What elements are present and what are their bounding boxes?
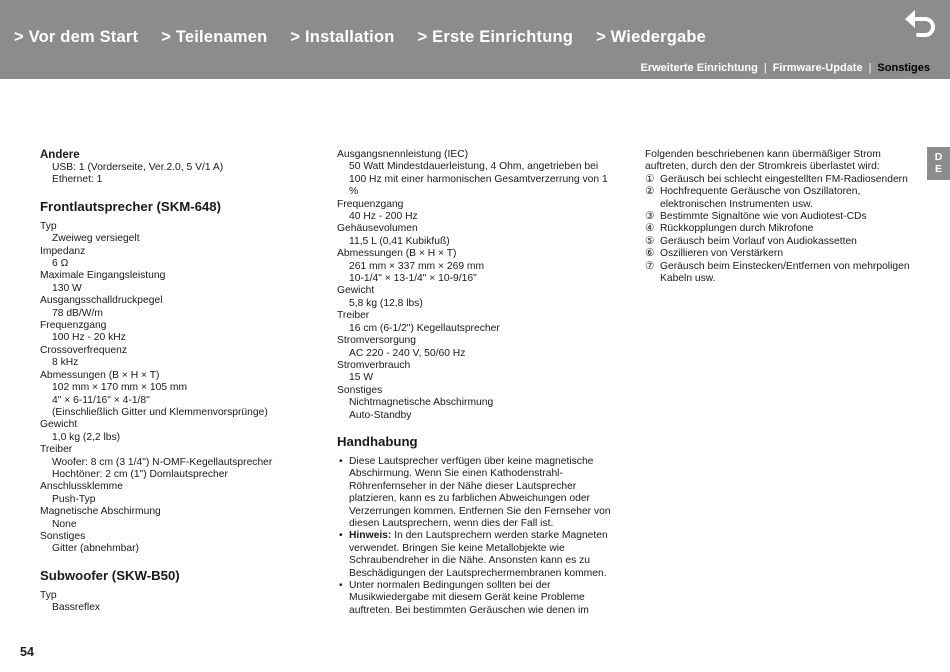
spec-value: 50 Watt Mindestdauerleistung, 4 Ohm, angetrieben bei 100 Hz mit einer harmonischen Gesamtverzerrung von 1 % [349,161,608,198]
main-nav [14,28,729,47]
spec-value: 130 W [52,282,82,294]
spec-label: Typ [40,589,57,601]
item-text: Oszillieren von Verstärkern [660,248,784,260]
spec-value: 16 cm (6-1/2") Kegellautsprecher [349,322,500,334]
item-text: Geräusch beim Einstecken/Entfernen von mehrpoligen Kabeln usw. [660,260,910,285]
spec-label: Maximale Eingangsleistung [40,270,166,282]
item-number: ① [645,173,655,185]
spec-value: 15 W [349,372,374,384]
spec-label: Abmessungen (B × H × T) [337,248,457,260]
subnav-separator: | [763,62,767,74]
subnav-erweiterte-einrichtung[interactable]: Erweiterte Einrichtung [640,62,758,74]
subnav-sonstiges[interactable]: Sonstiges [877,62,930,74]
spec-value: 11,5 L (0,41 Kubikfuß) [349,235,450,247]
subnav-separator: | [868,62,872,74]
column-middle [337,149,615,617]
noise-list-item [645,236,915,248]
spec-label: Stromversorgung [337,335,416,347]
spec-value: 4" × 6-11/16" × 4-1/8" [52,394,150,406]
page-number: 54 [20,645,34,659]
hinweis-text: In den Lautsprechern werden starke Magneten verwendet. Bringen Sie keine Metallobjekte wie Schraubendreher in die Nähe. Ansonsten kann es zu Beschädigungen der Lautsprechermembranen kommen. [349,530,608,579]
spec-label: Stromverbrauch [337,359,411,371]
noise-list-item [645,223,915,235]
spec-value: AC 220 - 240 V, 50/60 Hz [349,347,466,359]
spec-value: Gitter (abnehmbar) [52,543,139,555]
item-text: Hochfrequente Geräusche von Oszillatoren, elektronischen Instrumenten usw. [660,186,861,210]
subnav-firmware-update[interactable]: Firmware-Update [772,62,863,74]
spec-value: Zweiweg versiegelt [52,233,140,245]
handhabung-heading: Handhabung [337,433,418,449]
item-number: ② [645,186,655,198]
noise-list-item [645,211,915,223]
item-number: ⑥ [645,248,655,260]
item-number: ④ [645,223,655,235]
spec-value: Nichtmagnetische Abschirmung [349,397,494,409]
noise-list-item [645,248,915,260]
column-right [645,149,915,285]
spec-value: 6 Ω [52,258,69,270]
andere-line: Ethernet: 1 [52,174,103,186]
noise-list-item [645,174,915,186]
spec-label: Frequenzgang [337,198,404,210]
noise-list-item [645,261,915,286]
noise-list-item [645,186,915,211]
spec-label: Impedanz [40,245,86,257]
spec-label: Treiber [337,310,370,322]
sub-nav [640,62,930,74]
nav-teilenamen[interactable]: > Teilenamen [161,28,268,46]
spec-value: 261 mm × 337 mm × 269 mm [349,260,485,272]
header-bar [0,0,950,79]
spec-label: Gewicht [40,419,78,431]
item-text: Geräusch bei schlecht eingestellten FM-Radiosendern [660,173,908,185]
spec-label: Treiber [40,444,73,456]
spec-label: Crossoverfrequenz [40,344,127,356]
hinweis-label: Hinweis: [349,530,392,542]
language-tab [927,147,950,180]
spec-value: None [52,518,77,530]
lang-letter: E [934,163,942,175]
nav-wiedergabe[interactable]: > Wiedergabe [596,28,707,46]
spec-label: Typ [40,220,57,232]
spec-value: 5,8 kg (12,8 lbs) [349,297,423,309]
item-text: Rückkopplungen durch Mikrofone [660,223,814,235]
spec-value: Push-Typ [52,493,96,505]
spec-value: 1,0 kg (2,2 lbs) [52,431,121,443]
andere-line: USB: 1 (Vorderseite, Ver.2.0, 5 V/1 A) [52,162,224,173]
return-arrow-icon[interactable] [904,8,938,38]
spec-label: Sonstiges [40,530,86,542]
spec-label: Ausgangsschalldruckpegel [40,295,163,307]
spec-label: Gehäusevolumen [337,223,418,235]
item-number: ⑤ [645,235,655,247]
spec-value: 102 mm × 170 mm × 105 mm [52,382,188,394]
spec-label: Sonstiges [337,384,383,396]
front-speaker-specs [40,221,305,556]
spec-value: 40 Hz - 200 Hz [349,211,418,223]
spec-label: Abmessungen (B × H × T) [40,369,160,381]
item-number: ③ [645,211,655,223]
handling-note: • Unter normalen Bedingungen sollten bei der Musikwiedergabe mit diesem Gerät keine Probleme auftreten. Bei bestimmten Geräuschen wie denen im [337,580,615,617]
andere-heading: Andere [40,149,80,161]
spec-value: 78 dB/W/m [52,307,103,319]
spec-value: 8 kHz [52,357,79,369]
spec-label: Ausgangsnennleistung (IEC) [337,149,469,160]
noise-list [645,174,915,286]
spec-value: 10-1/4" × 13-1/4" × 10-9/16" [349,273,477,285]
spec-value: Hochtöner: 2 cm (1") Domlautsprecher [52,468,228,480]
item-text: Bestimmte Signaltöne wie von Audiotest-CDs [660,211,867,223]
subwoofer-heading: Subwoofer (SKW-B50) [40,567,180,583]
front-speaker-heading: Frontlautsprecher (SKM-648) [40,198,221,214]
nav-vor-dem-start[interactable]: > Vor dem Start [14,28,139,46]
spec-value: 100 Hz - 20 kHz [52,332,126,344]
item-number: ⑦ [645,260,655,272]
nav-erste-einrichtung[interactable]: > Erste Einrichtung [417,28,574,46]
column-left [40,149,305,615]
spec-value: Woofer: 8 cm (3 1/4") N-OMF-Kegellautsprecher [52,456,273,468]
spec-label: Anschlussklemme [40,481,123,493]
spec-value: Bassreflex [52,602,101,614]
handling-note [337,530,615,580]
item-text: Geräusch beim Vorlauf von Audiokassetten [660,235,857,247]
nav-installation[interactable]: > Installation [290,28,395,46]
handling-note: • Diese Lautsprecher verfügen über keine magnetische Abschirmung. Wenn Sie einen Kathodenstrahl-Röhrenfernseher in der Nähe dieser Lautsprecher platzieren, kann es zu farblichen Abweichungen oder Verzerrungen kommen. Entfernen Sie den Fernseher von diesen Lautsprechern, wenn dies der Fall ist. [337,456,615,530]
spec-label: Magnetische Abschirmung [40,506,161,518]
spec-value: (Einschließlich Gitter und Klemmenvorsprünge) [52,406,268,418]
subwoofer-specs-continued [337,149,615,422]
subwoofer-specs [40,590,305,615]
spec-label: Gewicht [337,285,375,297]
lang-letter: D [934,151,943,163]
spec-value: Auto-Standby [349,409,412,421]
spec-label: Frequenzgang [40,320,107,332]
noise-intro: Folgenden beschriebenen kann übermäßiger Strom auftreten, durch den der Stromkreis überlastet wird: [645,149,881,173]
